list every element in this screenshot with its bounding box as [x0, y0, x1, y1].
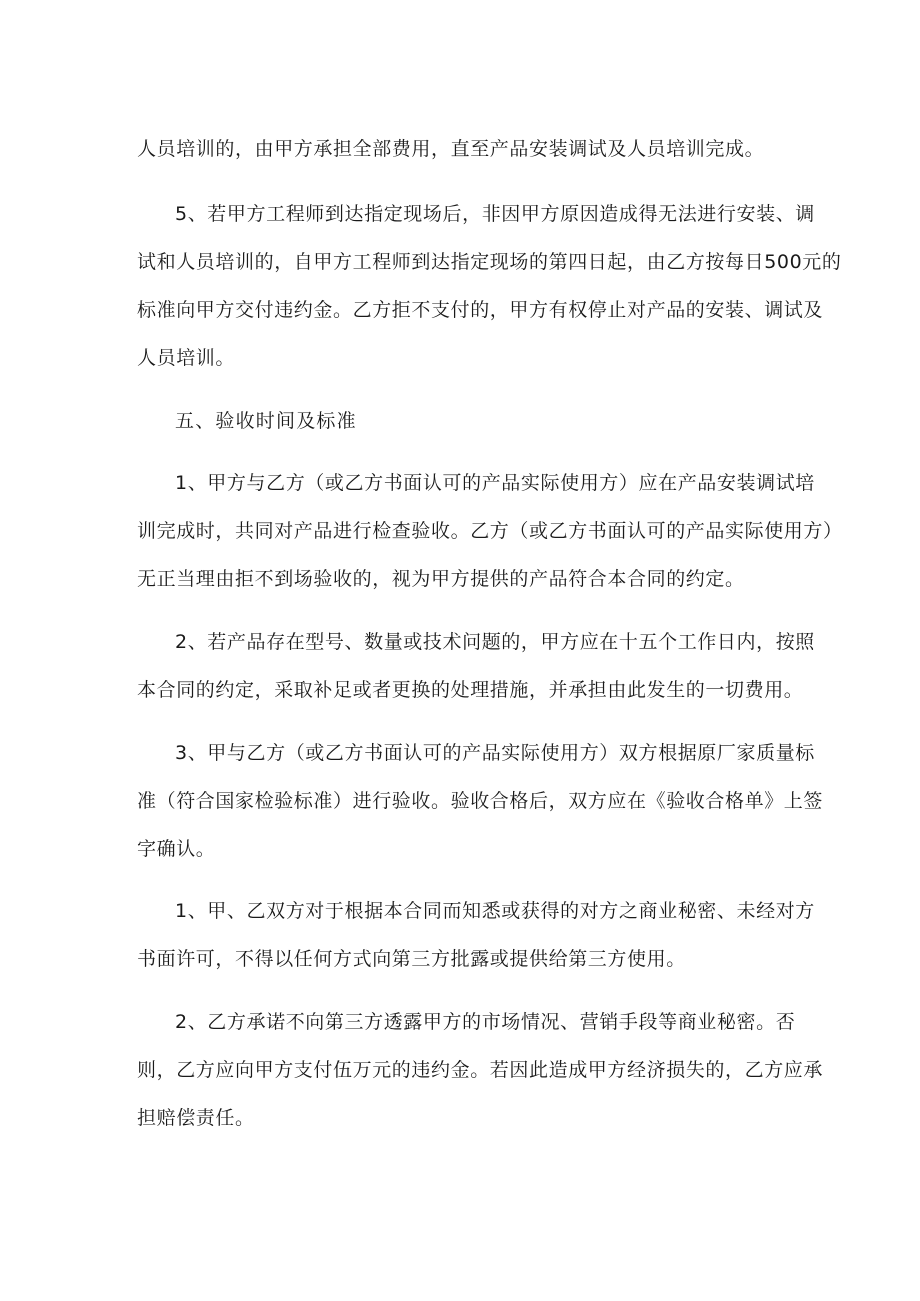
paragraph-line: 人员培训的，由甲方承担全部费用，直至产品安装调试及人员培训完成。 — [137, 138, 765, 160]
section-heading: 五、验收时间及标准 — [175, 410, 357, 432]
paragraph-line: 人员培训。 — [137, 347, 236, 369]
paragraph-line: 2、若产品存在型号、数量或技术问题的，甲方应在十五个工作日内，按照 — [175, 631, 815, 653]
paragraph-line: 训完成时，共同对产品进行检查验收。乙方（或乙方书面认可的产品实际使用方） — [137, 520, 843, 542]
paragraph-line: 标准向甲方交付违约金。乙方拒不支付的，甲方有权停止对产品的安装、调试及 — [137, 299, 824, 321]
paragraph-line: 1、甲方与乙方（或乙方书面认可的产品实际使用方）应在产品安装调试培 — [175, 472, 815, 494]
paragraph-line: 书面许可，不得以任何方式向第三方批露或提供给第三方使用。 — [137, 948, 686, 970]
paragraph-line: 字确认。 — [137, 838, 216, 860]
paragraph-line: 本合同的约定，采取补足或者更换的处理措施，并承担由此发生的一切费用。 — [137, 679, 804, 701]
paragraph-line: 无正当理由拒不到场验收的，视为甲方提供的产品符合本合同的约定。 — [137, 568, 745, 590]
paragraph-line: 担赔偿责任。 — [137, 1107, 255, 1129]
paragraph-line: 1、甲、乙双方对于根据本合同而知悉或获得的对方之商业秘密、未经对方 — [175, 900, 815, 922]
paragraph-line: 5、若甲方工程师到达指定现场后，非因甲方原因造成得无法进行安装、调 — [175, 203, 815, 225]
paragraph-line: 则，乙方应向甲方支付伍万元的违约金。若因此造成甲方经济损失的，乙方应承 — [137, 1059, 824, 1081]
paragraph-line: 准（符合国家检验标准）进行验收。验收合格后，双方应在《验收合格单》上签 — [137, 790, 824, 812]
paragraph-line: 2、乙方承诺不向第三方透露甲方的市场情况、营销手段等商业秘密。否 — [175, 1011, 796, 1033]
paragraph-line: 试和人员培训的，自甲方工程师到达指定现场的第四日起，由乙方按每日500元的 — [137, 251, 842, 273]
paragraph-line: 3、甲与乙方（或乙方书面认可的产品实际使用方）双方根据原厂家质量标 — [175, 742, 815, 764]
